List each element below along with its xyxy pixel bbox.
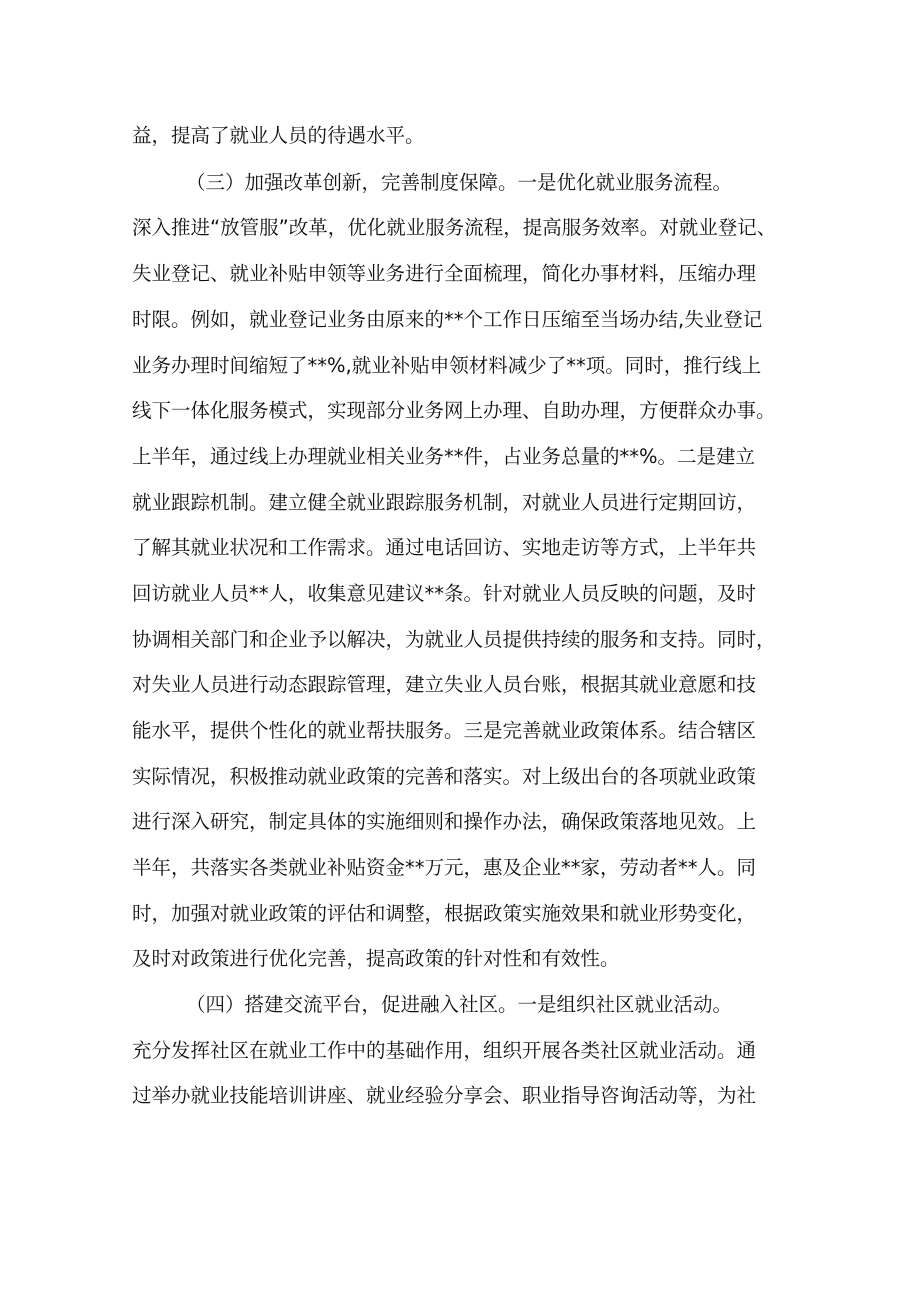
text-line: 能水平，提供个性化的就业帮扶服务。三是完善就业政策体系。结合辖区 xyxy=(132,719,757,742)
text-line: 深入推进“放管服”改革，优化就业服务流程，提高服务效率。对就业登记、 xyxy=(132,216,777,239)
text-line: 过举办就业技能培训讲座、就业经验分享会、职业指导咨询活动等，为社 xyxy=(132,1084,757,1107)
text-line: 及时对政策进行优化完善，提高政策的针对性和有效性。 xyxy=(132,947,620,970)
text-line: 上半年，通过线上办理就业相关业务**件，占业务总量的**%。二是建立 xyxy=(132,445,756,468)
text-line: 益，提高了就业人员的待遇水平。 xyxy=(132,124,425,147)
text-line: 就业跟踪机制。建立健全就业跟踪服务机制，对就业人员进行定期回访， xyxy=(132,491,757,514)
text-line: 对失业人员进行动态跟踪管理，建立失业人员台账，根据其就业意愿和技 xyxy=(132,673,757,696)
text-line: 协调相关部门和企业予以解决，为就业人员提供持续的服务和支持。同时， xyxy=(132,628,776,651)
text-line: 了解其就业状况和工作需求。通过电话回访、实地走访等方式，上半年共 xyxy=(132,536,757,559)
text-line: 进行深入研究，制定具体的实施细则和操作办法，确保政策落地见效。上 xyxy=(132,810,757,833)
text-line: 实际情况，积极推动就业政策的完善和落实。对上级出台的各项就业政策 xyxy=(132,765,757,788)
text-line: 线下一体化服务模式，实现部分业务网上办理、自助办理，方便群众办事。 xyxy=(132,399,776,422)
section-heading-4: （四）搭建交流平台，促进融入社区。一是组织社区就业活动。 xyxy=(186,993,733,1016)
text-line: 充分发挥社区在就业工作中的基础作用，组织开展各类社区就业活动。通 xyxy=(132,1039,757,1062)
text-line: 时限。例如，就业登记业务由原来的**个工作日压缩至当场办结,失业登记 xyxy=(132,308,763,331)
text-line: 回访就业人员**人，收集意见建议**条。针对就业人员反映的问题，及时 xyxy=(132,582,757,605)
text-line: 半年，共落实各类就业补贴资金**万元，惠及企业**家，劳动者**人。同 xyxy=(132,856,757,879)
text-line: 失业登记、就业补贴申领等业务进行全面梳理，简化办事材料，压缩办理 xyxy=(132,262,757,285)
section-heading-3: （三）加强改革创新，完善制度保障。一是优化就业服务流程。 xyxy=(186,171,733,194)
text-line: 时，加强对就业政策的评估和调整，根据政策实施效果和就业形势变化， xyxy=(132,902,757,925)
text-line: 业务办理时间缩短了**%,就业补贴申领材料减少了**项。同时，推行线上 xyxy=(132,354,762,377)
